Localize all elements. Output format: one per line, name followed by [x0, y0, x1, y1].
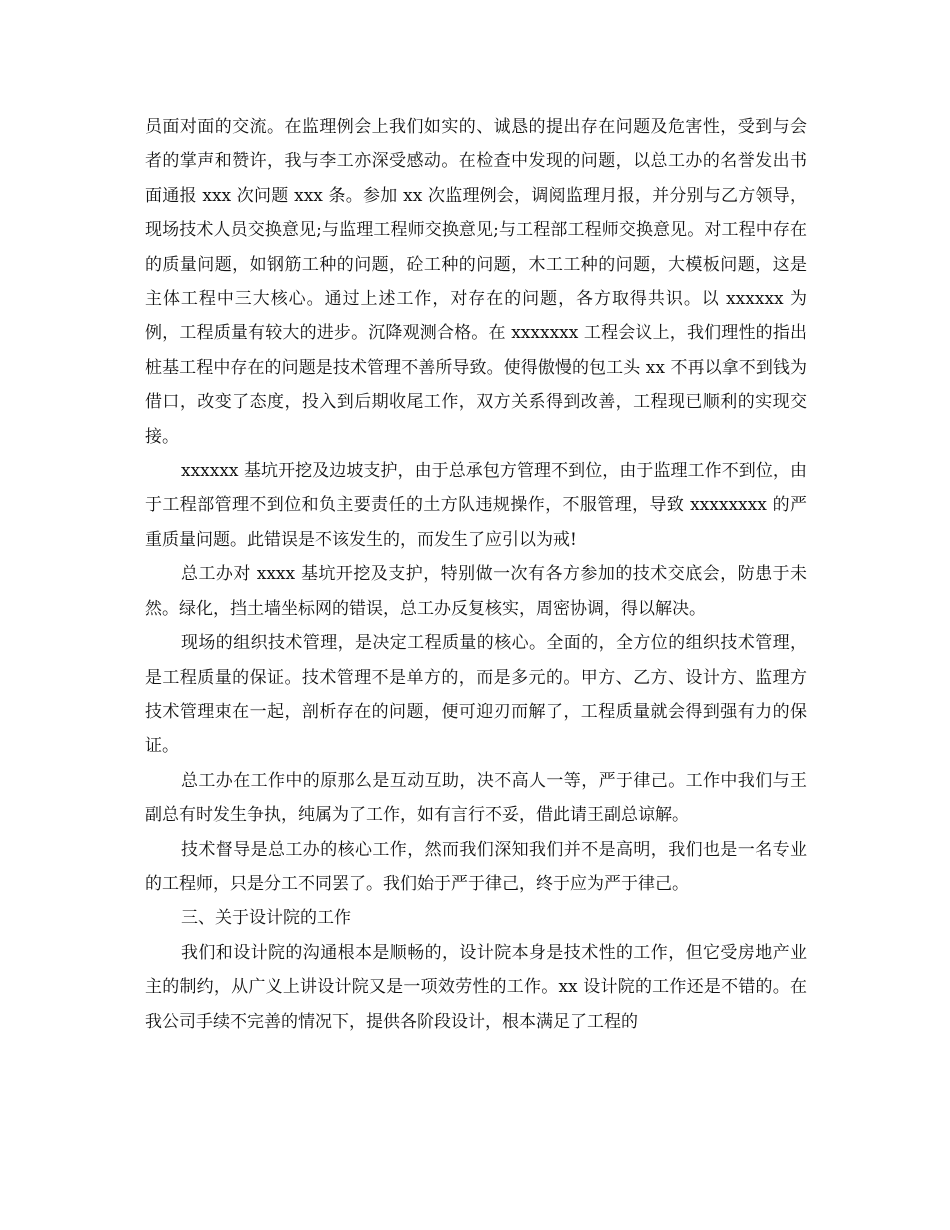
paragraph-2: xxxxxx 基坑开挖及边坡支护，由于总承包方管理不到位，由于监理工作不到位，由于工程部管理不到位和负主要责任的土方队违规操作，不服管理，导致 xxxxxxxx 的严重质量问题。此错误是不该发生的，而发生了应引以为戒! [145, 461, 807, 550]
paragraph-1: 员面对面的交流。在监理例会上我们如实的、诚恳的提出存在问题及危害性，受到与会者的掌声和赞许，我与李工亦深受感动。在检查中发现的问题，以总工办的名誉发出书面通报 xxx 次问题 xxx 条。参加 xx 次监理例会，调阅监理月报，并分别与乙方领导，现场技术人员交换意见;与监理工程师交换意见;与工程部工程师交换意见。对工程中存在的质量问题，如钢筋工种的问题，砼工种的问题，木工工种的问题，大模板问题，这是主体工程中三大核心。通过上述工作，对存在的问题，各方取得共识。以 xxxxxx 为例，工程质量有较大的进步。沉降观测合格。在 xxxxxxx 工程会议上，我们理性的指出桩基工程中存在的问题是技术管理不善所导致。使得傲慢的包工头 xx 不再以拿不到钱为借口，改变了态度，投入到后期收尾工作，双方关系得到改善，工程现已顺利的实现交接。 [145, 117, 807, 447]
paragraph-6: 技术督导是总工办的核心工作，然而我们深知我们并不是高明，我们也是一名专业的工程师，只是分工不同罢了。我们始于严于律己，终于应为严于律己。 [145, 839, 807, 894]
paragraph-3: 总工办对 xxxx 基坑开挖及支护，特别做一次有各方参加的技术交底会，防患于未然。绿化，挡土墙坐标网的错误，总工办反复核实，周密协调，得以解决。 [145, 564, 807, 619]
paragraph-5: 总工办在工作中的原那么是互动互助，决不高人一等，严于律己。工作中我们与王副总有时发生争执，纯属为了工作，如有言行不妥，借此请王副总谅解。 [145, 770, 807, 826]
document-body [145, 110, 807, 1039]
paragraph-4: 现场的组织技术管理，是决定工程质量的核心。全面的，全方位的组织技术管理，是工程质量的保证。技术管理不是单方的，而是多元的。甲方、乙方、设计方、监理方技术管理束在一起，剖析存在的问题，便可迎刃而解了，工程质量就会得到强有力的保证。 [145, 633, 807, 757]
section-heading: 三、关于设计院的工作 [181, 908, 351, 929]
paragraph-7: 我们和设计院的沟通根本是顺畅的，设计院本身是技术性的工作，但它受房地产业主的制约，从广义上讲设计院又是一项效劳性的工作。xx 设计院的工作还是不错的。在我公司手续不完善的情况下，提供各阶段设计，根本满足了工程的 [145, 942, 807, 1032]
